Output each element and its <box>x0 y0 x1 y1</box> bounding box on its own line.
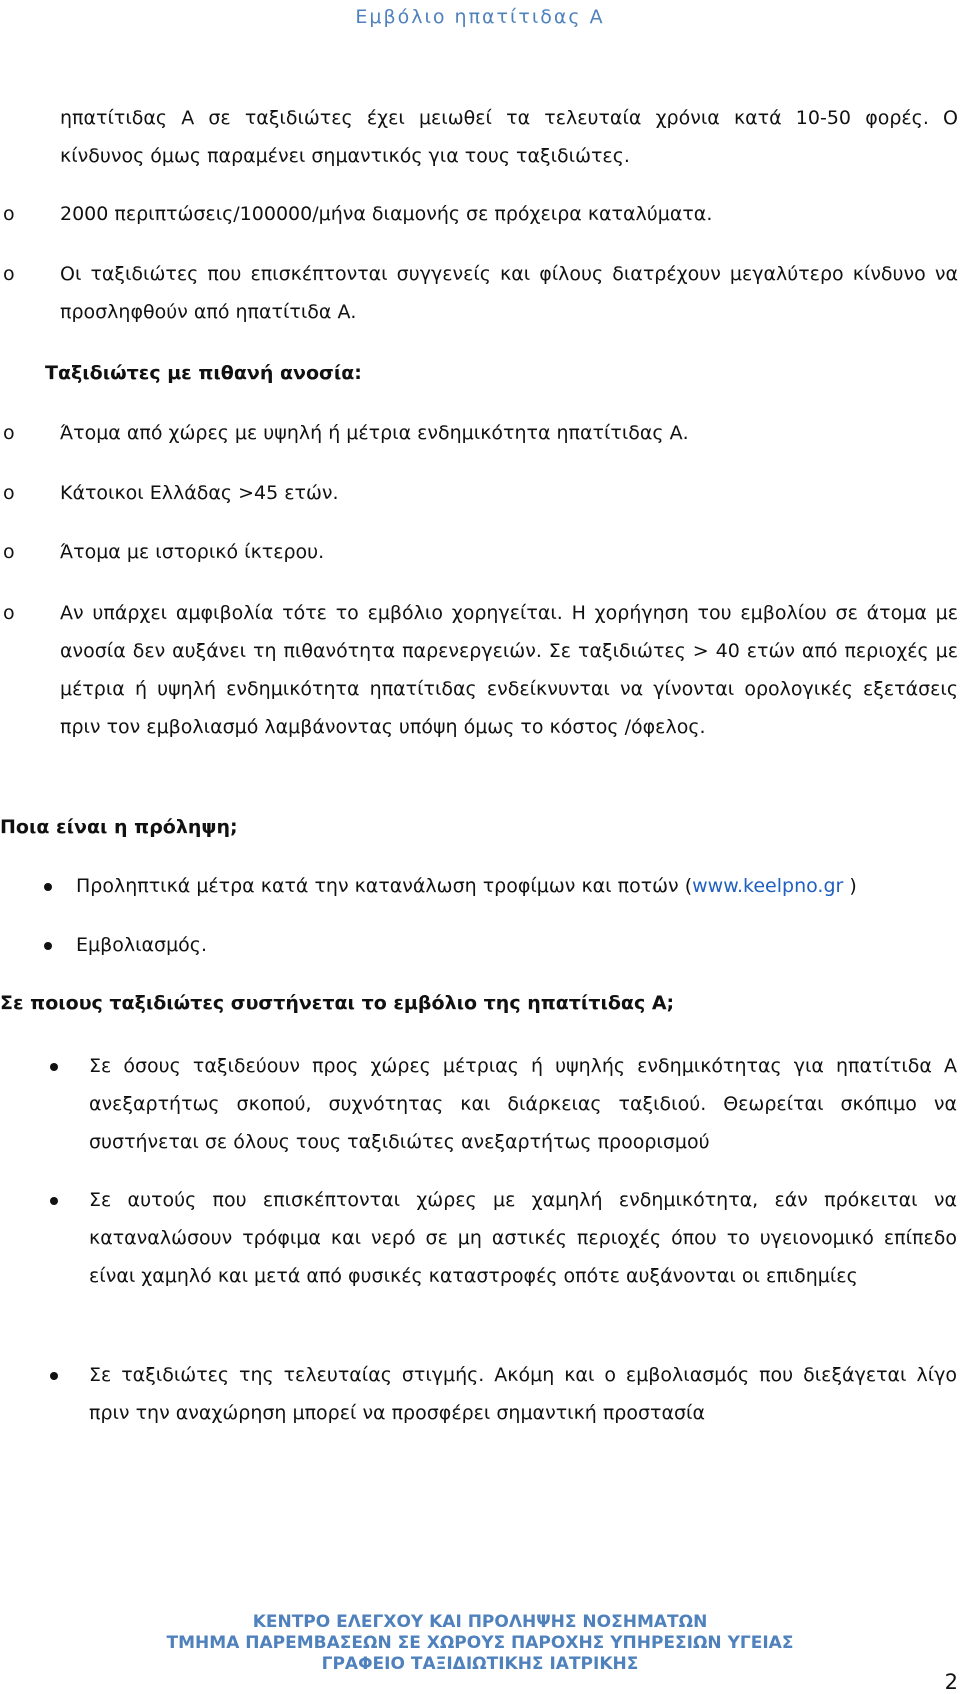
recommended-item-1: Σε όσους ταξιδεύουν προς χώρες μέτριας ή υψηλής ενδημικότητας για ηπατίτιδα Α ανεξαρτήτως σκοπού, συχνότητας και διάρκειας ταξιδιού. Θεωρείται σκόπιμο να συστήνεται σε όλους τους ταξιδιώτες ανεξαρτήτως προορισμού <box>89 1055 957 1153</box>
bullet-o-icon: o <box>3 602 15 624</box>
immunity-item-text: Κάτοικοι Ελλάδας >45 ετών. <box>60 482 339 504</box>
bullet-o-icon: o <box>3 263 15 285</box>
bullet-o-icon: o <box>3 482 15 504</box>
bullet-o-icon: o <box>3 422 15 444</box>
bullet-dot-icon <box>50 1197 58 1205</box>
bullet-dot-icon <box>50 1372 58 1380</box>
intro-paragraph <box>60 99 958 175</box>
prevention-item-2: Εμβολιασμός. <box>76 934 207 956</box>
immunity-item-text: Αν υπάρχει αμφιβολία τότε το εμβόλιο χορηγείται. Η χορήγηση του εμβολίου σε άτομα με ανοσία δεν αυξάνει τη πιθανότητα παρενεργειών. Σε ταξιδιώτες > 40 ετών από περιοχές με μέτρια ή υψηλή ενδημικότητα ηπατίτιδας ενδείκνυνται να γίνονται ορολογικές εξετάσεις πριν τον εμβολιασμό λαμβάνοντας υπόψη όμως το κόστος /όφελος. <box>60 602 958 738</box>
prevention-item-text: Προληπτικά μέτρα κατά την κατανάλωση τροφίμων και ποτών ( <box>76 875 693 897</box>
recommended-item-2: Σε αυτούς που επισκέπτονται χώρες με χαμηλή ενδημικότητα, εάν πρόκειται να καταναλώσουν τρόφιμα και νερό σε μη αστικές περιοχές όπου το υγειονομικό επίπεδο είναι χαμηλό και μετά από φυσικές καταστροφές οπότε αυξάνονται οι επιδημίες <box>89 1189 957 1287</box>
prevention-item-tail: ) <box>843 875 857 897</box>
bullet-dot-icon <box>44 883 52 891</box>
bullet-dot-icon <box>50 1063 58 1071</box>
risk-item-text: Οι ταξιδιώτες που επισκέπτονται συγγενείς και φίλους διατρέχουν μεγαλύτερο κίνδυνο να προσληφθούν από ηπατίτιδα Α. <box>60 263 958 323</box>
recommended-item-3: Σε ταξιδιώτες της τελευταίας στιγμής. Ακόμη και ο εμβολιασμός που διεξάγεται λίγο πριν την αναχώρηση μπορεί να προσφέρει σημαντική προστασία <box>89 1364 957 1424</box>
risk-item-text: 2000 περιπτώσεις/100000/μήνα διαμονής σε πρόχειρα καταλύματα. <box>60 203 713 225</box>
intro-line-2: κίνδυνος όμως παραμένει σημαντικός για τους ταξιδιώτες. <box>60 145 630 167</box>
bullet-o-icon: o <box>3 541 15 563</box>
immunity-item-text: Άτομα από χώρες με υψηλή ή μέτρια ενδημικότητα ηπατίτιδας Α. <box>60 422 689 444</box>
footer-line-2: ΤΜΗΜΑ ΠΑΡΕΜΒΑΣΕΩΝ ΣΕ ΧΩΡΟΥΣ ΠΑΡΟΧΗΣ ΥΠΗΡΕΣΙΩΝ ΥΓΕΙΑΣ <box>166 1633 794 1653</box>
page-number: 2 <box>944 1670 958 1694</box>
bullet-dot-icon <box>44 942 52 950</box>
footer-line-1: ΚΕΝΤΡΟ ΕΛΕΓΧΟΥ ΚΑΙ ΠΡΟΛΗΨΗΣ ΝΟΣΗΜΑΤΩΝ <box>252 1612 708 1632</box>
recommended-heading: Σε ποιους ταξιδιώτες συστήνεται το εμβόλιο της ηπατίτιδας Α; <box>0 992 675 1014</box>
running-header: Εμβόλιο ηπατίτιδας Α <box>355 6 605 28</box>
keelpno-link[interactable]: www.keelpno.gr <box>692 875 844 897</box>
immunity-item-text: Άτομα με ιστορικό ίκτερου. <box>60 541 325 563</box>
intro-line-1: ηπατίτιδας Α σε ταξιδιώτες έχει μειωθεί τα τελευταία χρόνια κατά 10-50 φορές. Ο <box>60 107 958 129</box>
immunity-heading: Ταξιδιώτες με πιθανή ανοσία: <box>45 362 362 384</box>
prevention-item-1 <box>76 867 956 905</box>
bullet-o-icon: o <box>3 203 15 225</box>
footer-line-3: ΓΡΑΦΕΙΟ ΤΑΞΙΔΙΩΤΙΚΗΣ ΙΑΤΡΙΚΗΣ <box>321 1654 639 1674</box>
prevention-heading: Ποια είναι η πρόληψη; <box>0 816 238 838</box>
footer <box>0 1612 960 1675</box>
